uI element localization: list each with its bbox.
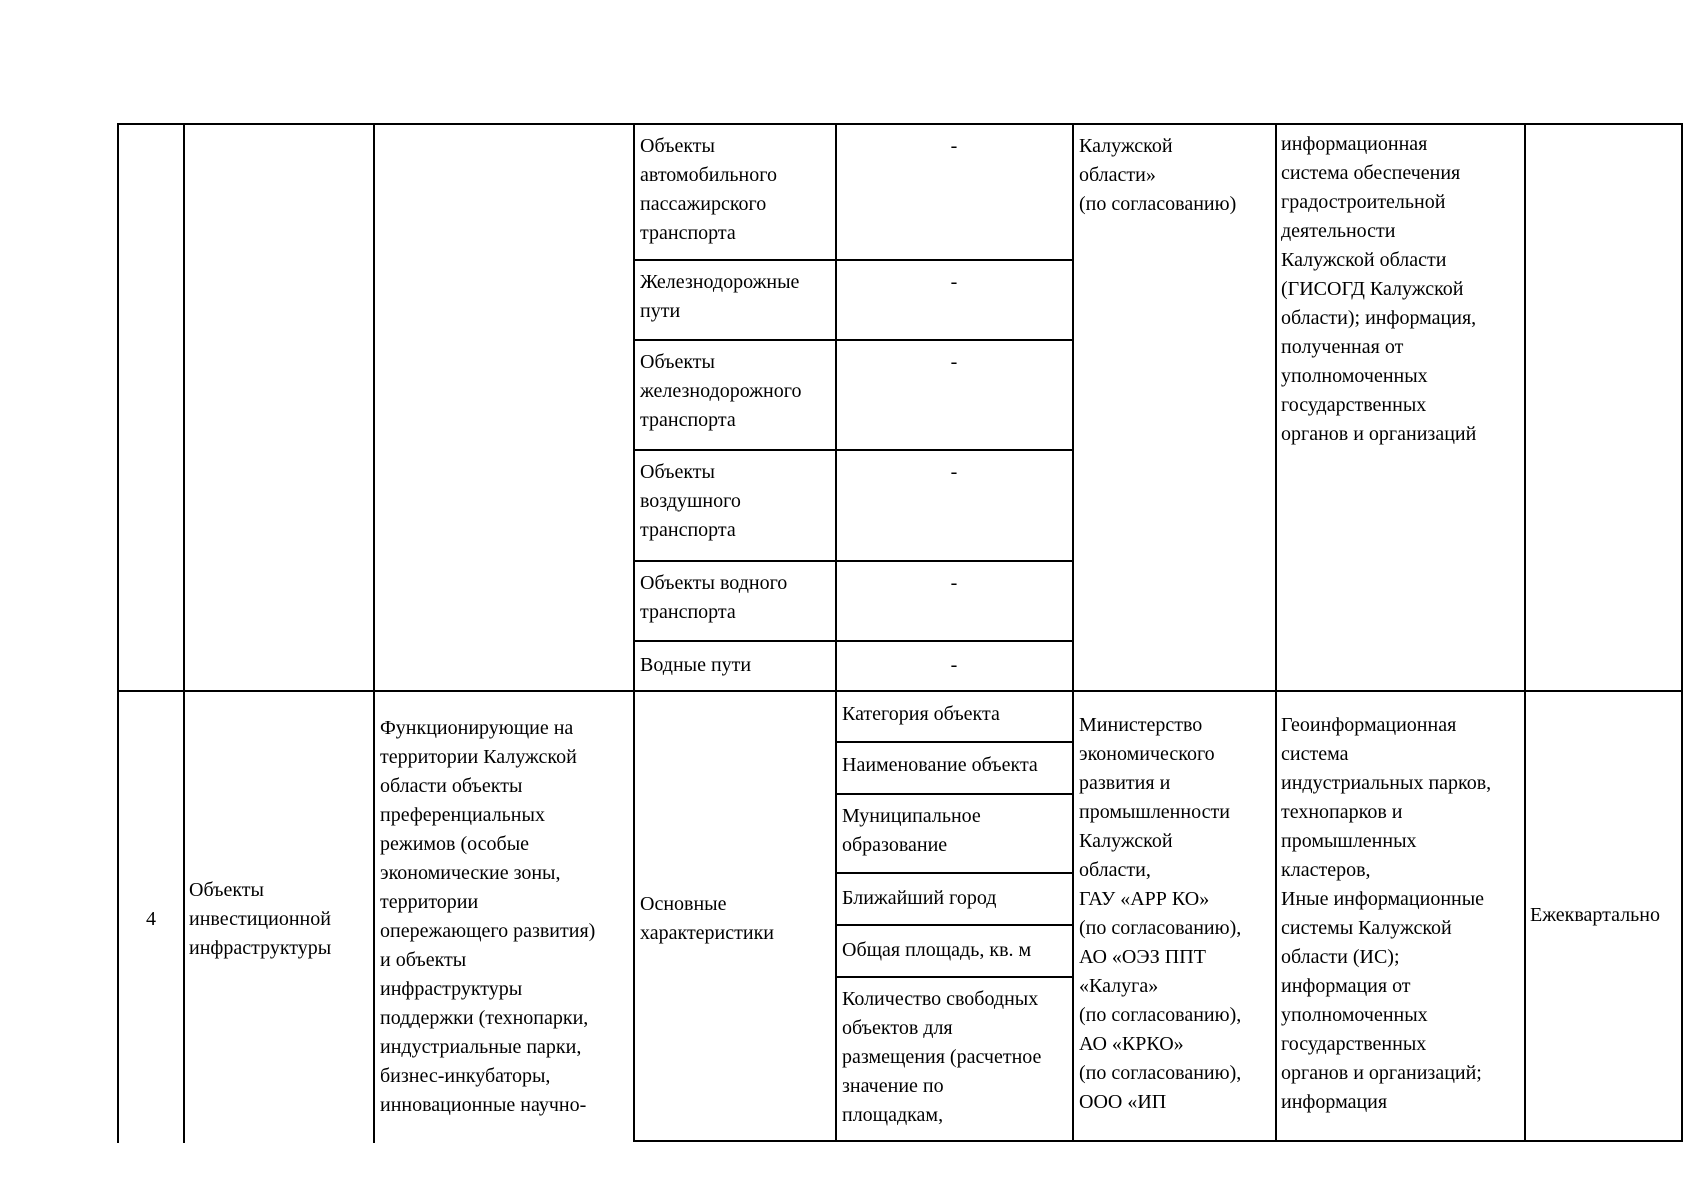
attr-line-1 — [836, 741, 1073, 743]
col-line-3 — [633, 123, 635, 1142]
row-description: Функционирующие на территории Калужской области объекты преференциальных режимов (особые экономические зоны, территории опережающего развития) и объекты инфраструктуры поддержки (технопарки, индустриальные парки, бизнес-инкубаторы, инновационные научно- — [380, 717, 596, 1116]
subitem-value: - — [950, 461, 958, 483]
subitem-label: Объекты водного транспорта — [640, 572, 788, 623]
subitem-value: - — [950, 271, 958, 293]
attribute-item: Наименование объекта — [842, 754, 1038, 776]
table-border-top — [117, 123, 1682, 125]
col-line-6 — [1275, 123, 1277, 1142]
upper-source: информационная система обеспечения градостроительной деятельности Калужской области (ГИСОГД Калужской области); информация, полученная от уполномоченных государственных органов и организаций — [1281, 133, 1477, 445]
subitem-value: - — [950, 135, 958, 157]
row-name: Объекты инвестиционной инфраструктуры — [189, 879, 332, 959]
upper-responsible: Калужской области» (по согласованию) — [1079, 135, 1237, 215]
subrow-line-4 — [634, 560, 1073, 562]
col-line-1 — [183, 123, 185, 1143]
row-divider — [117, 690, 1682, 692]
attr-line-4 — [836, 924, 1073, 926]
subrow-line-2 — [634, 339, 1073, 341]
subitem-label: Водные пути — [640, 654, 752, 676]
col-line-0 — [117, 123, 119, 1143]
subitem-value: - — [950, 351, 958, 373]
col-line-8 — [1681, 123, 1683, 1142]
attr-line-5 — [836, 976, 1073, 978]
subitem-label: Объекты автомобильного пассажирского транспорта — [640, 135, 777, 244]
attr-line-2 — [836, 793, 1073, 795]
subitem-label: Объекты железнодорожного транспорта — [640, 351, 802, 431]
attribute-item: Количество свободных объектов для размещения (расчетное значение по площадкам, — [842, 988, 1042, 1126]
subitem-value: - — [950, 654, 958, 676]
attribute-item: Муниципальное образование — [842, 805, 981, 856]
subitem-value: - — [950, 572, 958, 594]
subitem-label: Объекты воздушного транспорта — [640, 461, 741, 541]
col-line-7 — [1524, 123, 1526, 1142]
col-line-2 — [373, 123, 375, 1143]
attribute-item: Ближайший город — [842, 887, 997, 909]
row-number: 4 — [146, 908, 156, 930]
col-line-5 — [1072, 123, 1074, 1142]
attr-line-3 — [836, 872, 1073, 874]
row-responsible: Министерство экономического развития и промышленности Калужской области, ГАУ «АРР КО» (по согласованию), АО «ОЭЗ ППТ «Калуга» (по согласованию), АО «КРКО» (по согласованию), ООО «ИП — [1079, 714, 1242, 1113]
subitem-label: Железнодорожные пути — [640, 271, 800, 322]
subrow-line-5 — [634, 640, 1073, 642]
attribute-item: Категория объекта — [842, 703, 1000, 725]
subrow-line-3 — [634, 449, 1073, 451]
row-frequency: Ежеквартально — [1530, 904, 1660, 926]
attribute-item: Общая площадь, кв. м — [842, 939, 1032, 961]
col-line-4 — [835, 123, 837, 1142]
row-source: Геоинформационная система индустриальных парков, технопарков и промышленных кластеров, Иные информационные системы Калужской области (ИС); информация от уполномоченных государственных органов и организаций; информация — [1281, 714, 1492, 1113]
row-characteristics: Основные характеристики — [640, 893, 775, 944]
subrow-line-1 — [634, 259, 1073, 261]
